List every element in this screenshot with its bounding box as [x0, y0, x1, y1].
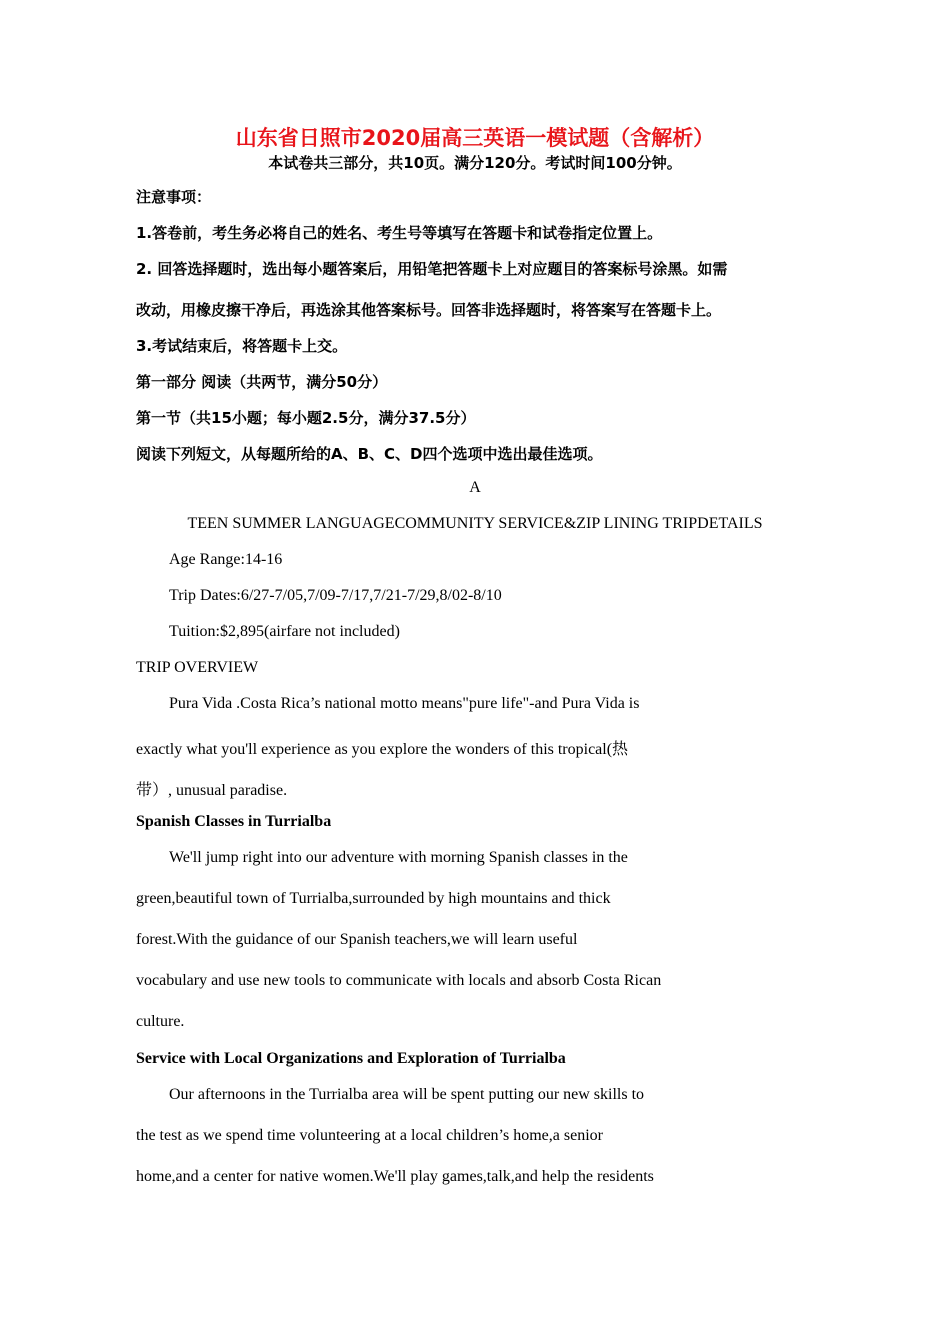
overview-line-2: exactly what you'll experience as you explore the wonders of this tropical(热 [136, 741, 629, 758]
passage-title: TEEN SUMMER LANGUAGECOMMUNITY SERVICE&ZIP LINING TRIPDETAILS [187, 515, 763, 532]
trip-dates: Trip Dates:6/27-7/05,7/09-7/17,7/21-7/29,8/02-8/10 [169, 587, 502, 604]
overview-heading: TRIP OVERVIEW [136, 659, 259, 676]
tuition: Tuition:$2,895(airfare not included) [169, 623, 400, 640]
overview-line-1: Pura Vida .Costa Rica’s national motto means"pure life"-and Pura Vida is [169, 695, 640, 712]
spanish-line-3: forest.With the guidance of our Spanish teachers,we will learn useful [136, 931, 578, 948]
notice-heading: 注意事项： [136, 188, 212, 206]
part-heading: 第一部分 阅读（共两节，满分50分） [136, 373, 388, 391]
notice-item-2-cont: 改动，用橡皮擦干净后，再选涂其他答案标号。回答非选择题时，将答案写在答题卡上。 [136, 301, 722, 319]
spanish-line-1: We'll jump right into our adventure with morning Spanish classes in the [169, 849, 628, 866]
notice-item-2: 2. 回答选择题时，选出每小题答案后，用铅笔把答题卡上对应题目的答案标号涂黑。如需 [136, 260, 728, 278]
spanish-heading: Spanish Classes in Turrialba [136, 813, 332, 830]
service-heading: Service with Local Organizations and Exploration of Turrialba [136, 1050, 566, 1067]
exam-info: 本试卷共三部分，共10页。满分120分。考试时间100分钟。 [268, 154, 682, 172]
service-line-2: the test as we spend time volunteering at a local children’s home,a senior [136, 1127, 603, 1144]
document-title: 山东省日照市2020届高三英语一模试题（含解析） [235, 126, 715, 150]
age-range: Age Range:14-16 [169, 551, 283, 568]
service-line-3: home,and a center for native women.We'll play games,talk,and help the residents [136, 1168, 654, 1185]
notice-item-3: 3.考试结束后，将答题卡上交。 [136, 337, 348, 355]
service-line-1: Our afternoons in the Turrialba area will be spent putting our new skills to [169, 1086, 645, 1103]
notice-item-1: 1.答卷前，考生务必将自己的姓名、考生号等填写在答题卡和试卷指定位置上。 [136, 224, 663, 242]
spanish-line-4: vocabulary and use new tools to communicate with locals and absorb Costa Rican [136, 972, 662, 989]
spanish-line-2: green,beautiful town of Turrialba,surrounded by high mountains and thick [136, 890, 611, 907]
spanish-line-5: culture. [136, 1013, 185, 1030]
instruction-text: 阅读下列短文，从每题所给的A、B、C、D四个选项中选出最佳选项。 [136, 445, 603, 463]
overview-line-3: 带）, unusual paradise. [136, 782, 288, 799]
passage-label: A [469, 479, 481, 496]
section-heading: 第一节（共15小题；每小题2.5分，满分37.5分） [136, 409, 476, 427]
